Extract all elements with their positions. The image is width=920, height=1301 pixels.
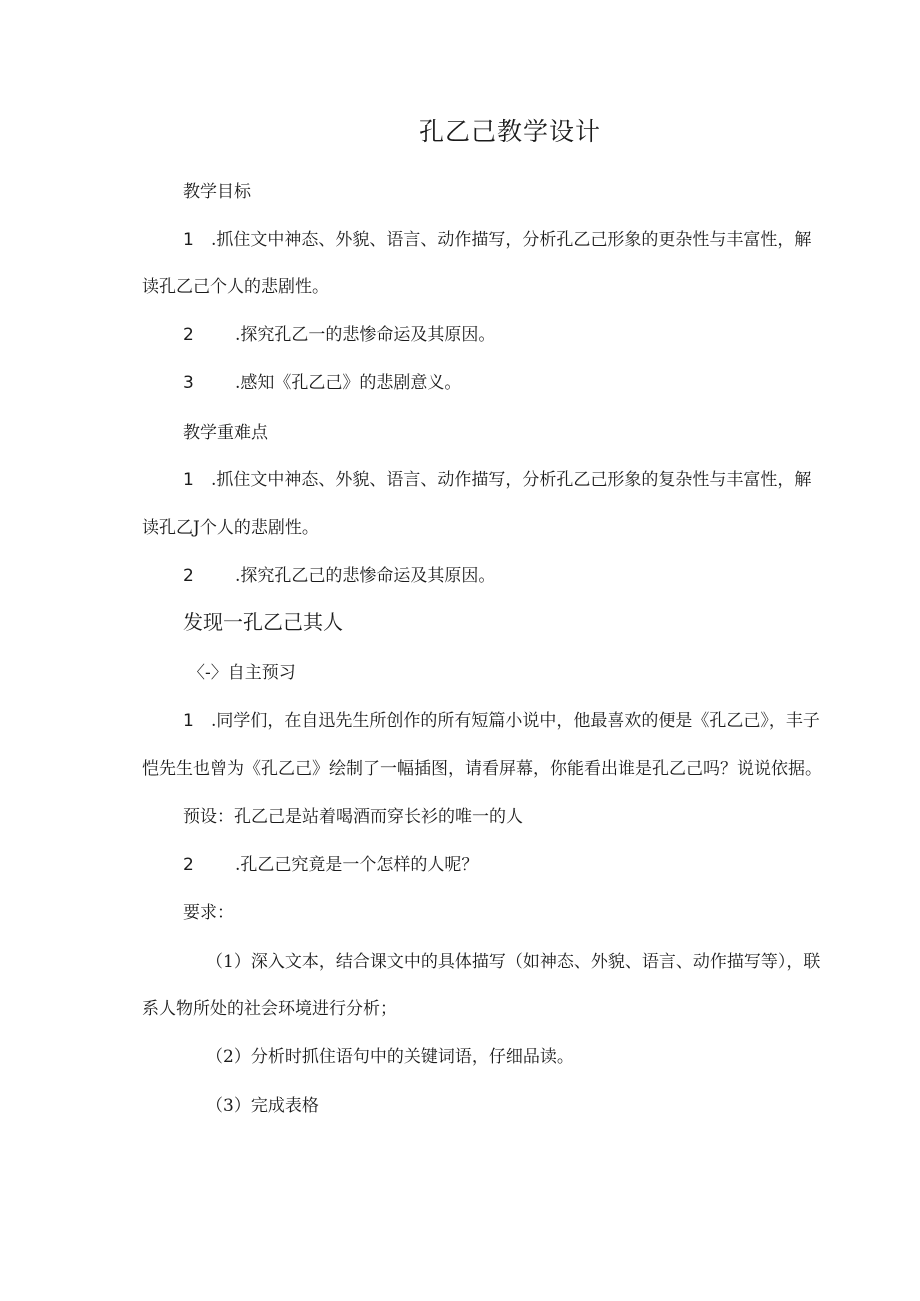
requirement-1: （1）深入文本，结合课文中的具体描写（如神态、外貌、语言、动作描写等），联 bbox=[206, 952, 821, 972]
key-point-item-1-number: 1 bbox=[183, 470, 194, 490]
objective-item-3-text: .感知《孔乙己》的悲剧意义。 bbox=[235, 373, 462, 393]
objective-item-1-number: 1 bbox=[183, 230, 194, 250]
objective-item-1 bbox=[183, 228, 811, 252]
question-1-text: .同学们，在自迅先生所创作的所有短篇小说中，他最喜欢的便是《孔乙己》，丰子 bbox=[211, 711, 820, 731]
question-2-number: 2 bbox=[183, 855, 194, 875]
objective-item-3-number: 3 bbox=[183, 373, 194, 393]
question-2-text: .孔乙己究竟是一个怎样的人呢？ bbox=[235, 855, 479, 875]
section-heading: 发现一孔乙己其人 bbox=[183, 610, 343, 634]
sub-heading: 〈-〉自主预习 bbox=[188, 663, 296, 683]
objective-item-1-text: .抓住文中神态、外貌、语言、动作描写，分析孔乙己形象的更杂性与丰富性，解 bbox=[211, 230, 812, 250]
question-1 bbox=[183, 709, 820, 733]
key-points-heading: 教学重难点 bbox=[183, 423, 268, 443]
objective-item-2-text: .探究孔乙一的悲惨命运及其原因。 bbox=[235, 325, 496, 345]
requirements-label: 要求： bbox=[183, 903, 234, 923]
question-1-number: 1 bbox=[183, 711, 194, 731]
objectives-heading: 教学目标 bbox=[183, 182, 251, 202]
objective-item-3 bbox=[183, 371, 461, 395]
key-point-item-2-number: 2 bbox=[183, 566, 194, 586]
requirement-1-continuation: 系人物所处的社会环境进行分析； bbox=[142, 999, 397, 1019]
key-point-item-2-text: .探究孔乙己的悲惨命运及其原因。 bbox=[235, 566, 496, 586]
key-point-item-1 bbox=[183, 468, 811, 492]
question-2 bbox=[183, 853, 478, 877]
requirement-3: （3）完成表格 bbox=[206, 1096, 319, 1116]
key-point-item-1-continuation: 读孔乙J个人的悲剧性。 bbox=[142, 518, 319, 538]
objective-item-2-number: 2 bbox=[183, 325, 194, 345]
requirement-2: （2）分析时抓住语句中的关键词语，仔细品读。 bbox=[206, 1047, 574, 1067]
key-point-item-2 bbox=[183, 564, 495, 588]
key-point-item-1-text: .抓住文中神态、外貌、语言、动作描写，分析孔乙己形象的复杂性与丰富性，解 bbox=[211, 470, 812, 490]
objective-item-1-continuation: 读孔乙己个人的悲剧性。 bbox=[142, 277, 329, 297]
document-title: 孔乙己教学设计 bbox=[418, 117, 601, 146]
question-1-continuation: 恺先生也曾为《孔乙己》绘制了一幅插图，请看屏幕，你能看出谁是孔乙己吗？说说依据。 bbox=[142, 759, 822, 779]
preset-answer: 预设：孔乙己是站着喝酒而穿长衫的唯一的人 bbox=[183, 807, 523, 827]
objective-item-2 bbox=[183, 323, 495, 347]
